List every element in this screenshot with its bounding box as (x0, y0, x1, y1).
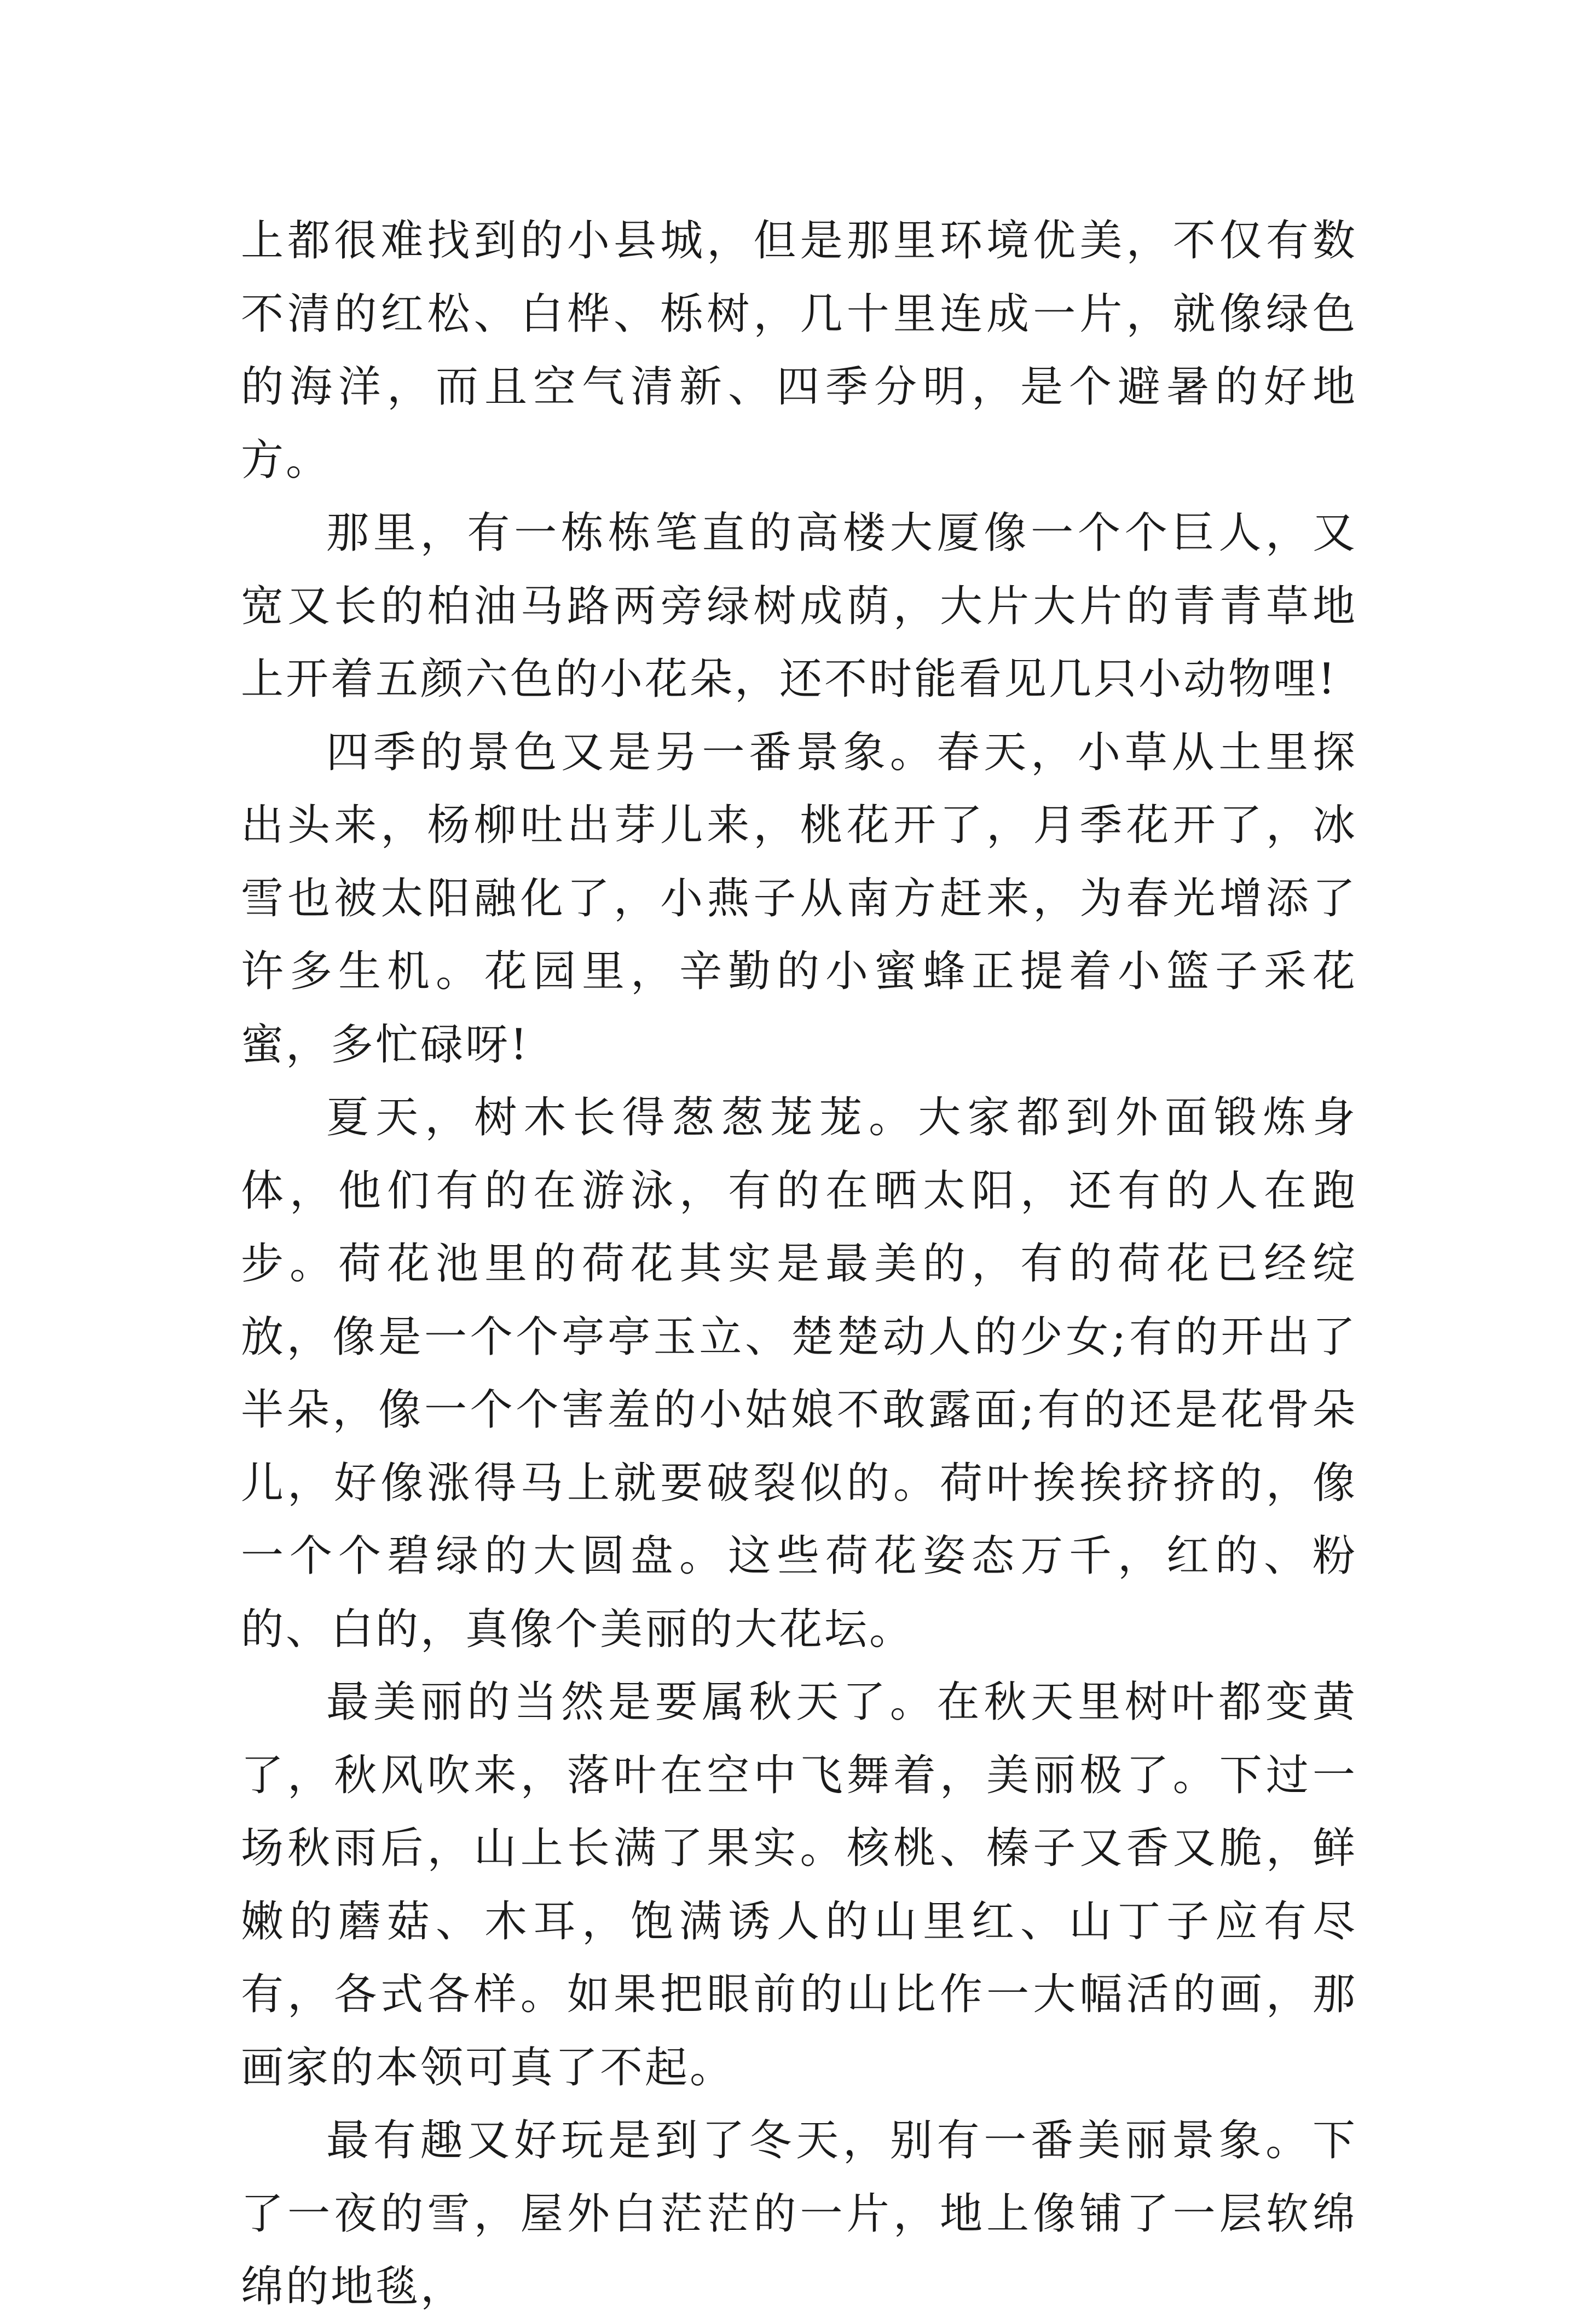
paragraph-3: 四季的景色又是另一番景象。春天，小草从土里探出头来，杨柳吐出芽儿来，桃花开了，月季花开了，冰雪也被太阳融化了，小燕子从南方赶来，为春光增添了许多生机。花园里，辛勤的小蜜蜂正提着小篮子采花蜜，多忙碌呀! (241, 727, 1357, 1069)
document-body (241, 205, 1357, 2324)
paragraph-6: 最有趣又好玩是到了冬天，别有一番美丽景象。下了一夜的雪，屋外白茫茫的一片，地上像铺了一层软绵绵的地毯， (241, 2116, 1357, 2311)
paragraph-5: 最美丽的当然是要属秋天了。在秋天里树叶都变黄了，秋风吹来，落叶在空中飞舞着，美丽极了。下过一场秋雨后，山上长满了果实。核桃、榛子又香又脆，鲜嫩的蘑菇、木耳，饱满诱人的山里红、山丁子应有尽有，各式各样。如果把眼前的山比作一大幅活的画，那画家的本领可真了不起。 (241, 1678, 1357, 2092)
paragraph-1: 上都很难找到的小县城，但是那里环境优美，不仅有数不清的红松、白桦、栎树，几十里连成一片，就像绿色的海洋，而且空气清新、四季分明，是个避暑的好地方。 (241, 216, 1357, 485)
paragraph-4: 夏天，树木长得葱葱茏茏。大家都到外面锻炼身体，他们有的在游泳，有的在晒太阳，还有的人在跑步。荷花池里的荷花其实是最美的，有的荷花已经绽放，像是一个个亭亭玉立、楚楚动人的少女;有的开出了半朵，像一个个害羞的小姑娘不敢露面;有的还是花骨朵儿，好像涨得马上就要破裂似的。荷叶挨挨挤挤的，像一个个碧绿的大圆盘。这些荷花姿态万千，红的、粉的、白的，真像个美丽的大花坛。 (241, 1093, 1357, 1654)
paragraph-2: 那里，有一栋栋笔直的高楼大厦像一个个巨人，又宽又长的柏油马路两旁绿树成荫，大片大片的青青草地上开着五颜六色的小花朵，还不时能看见几只小动物哩! (241, 508, 1357, 704)
